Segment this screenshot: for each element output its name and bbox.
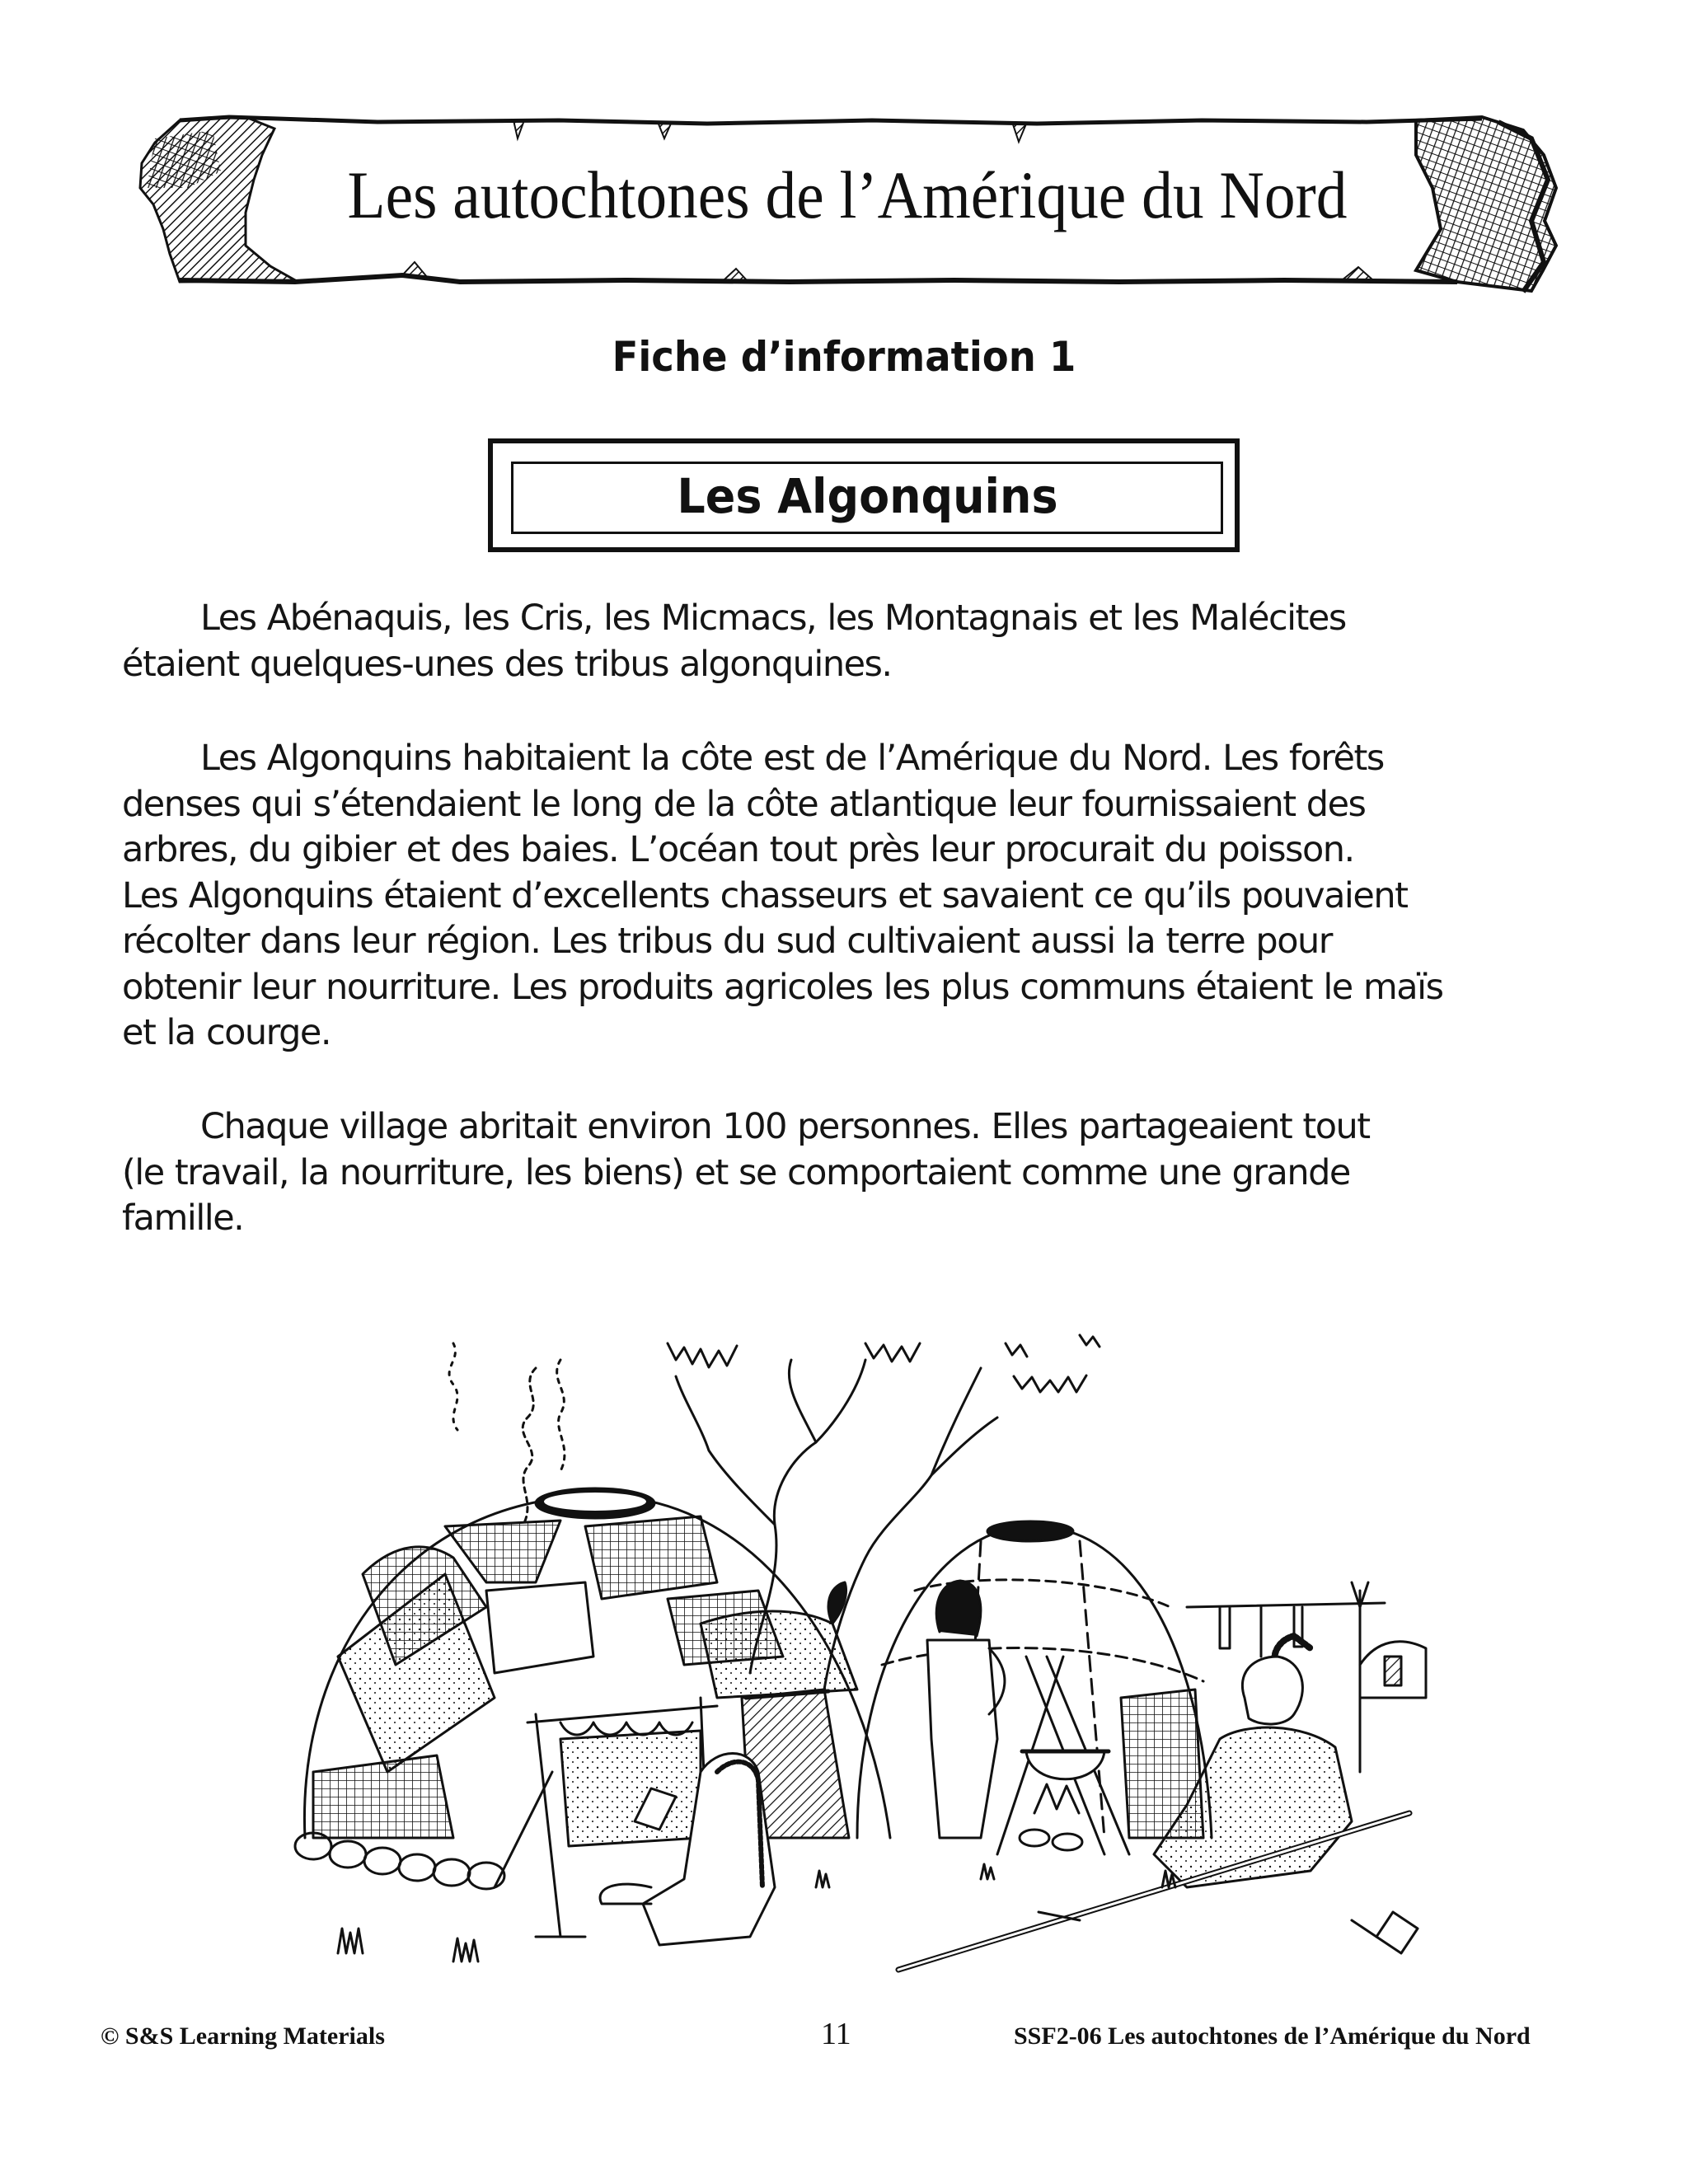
section-title: Les Algonquins (676, 468, 1058, 524)
text-line: Chaque village abritait environ 100 personnes. Elles partageaient tout (200, 1106, 1370, 1147)
text-line: obtenir leur nourriture. Les produits agricoles les plus communs étaient le maïs (122, 966, 1443, 1008)
text-line: Les Algonquins étaient d’excellents chasseurs et savaient ce qu’ils pouvaient (122, 874, 1408, 916)
text-line: récolter dans leur région. Les tribus du sud cultivaient aussi la terre pour (122, 921, 1332, 962)
text-line: étaient quelques-unes des tribus algonquines. (122, 643, 892, 685)
footer-copyright: © S&S Learning Materials (101, 2022, 385, 2050)
section-title-box (488, 438, 1240, 552)
text-line: denses qui s’étendaient le long de la côte atlantique leur fournissaient des (122, 783, 1366, 825)
text-line: et la courge. (122, 1012, 331, 1053)
paragraph-territory (122, 736, 1540, 1057)
text-line: Les Algonquins habitaient la côte est de l’Amérique du Nord. Les forêts (200, 738, 1384, 779)
title-banner (130, 105, 1564, 297)
banner-title: Les autochtones de l’Amérique du Nord (347, 157, 1348, 232)
text-line: Les Abénaquis, les Cris, les Micmacs, les Montagnais et les Malécites (200, 598, 1346, 639)
paragraph-tribes (122, 596, 1540, 687)
village-illustration (288, 1310, 1442, 2003)
footer-book-title: SSF2-06 Les autochtones de l’Amérique du Nord (1014, 2022, 1531, 2050)
paragraph-village (122, 1104, 1540, 1242)
text-line: famille. (122, 1197, 244, 1239)
footer-page-number: 11 (821, 2017, 851, 2051)
wigwam-scene-drawing (288, 1310, 1442, 2003)
text-line: arbres, du gibier et des baies. L’océan tout près leur procurait du poisson. (122, 829, 1354, 870)
section-title-inner-frame (511, 462, 1223, 534)
fact-sheet-subtitle: Fiche d’information 1 (612, 333, 1076, 381)
text-line: (le travail, la nourriture, les biens) et se comportaient comme une grande (122, 1151, 1350, 1193)
